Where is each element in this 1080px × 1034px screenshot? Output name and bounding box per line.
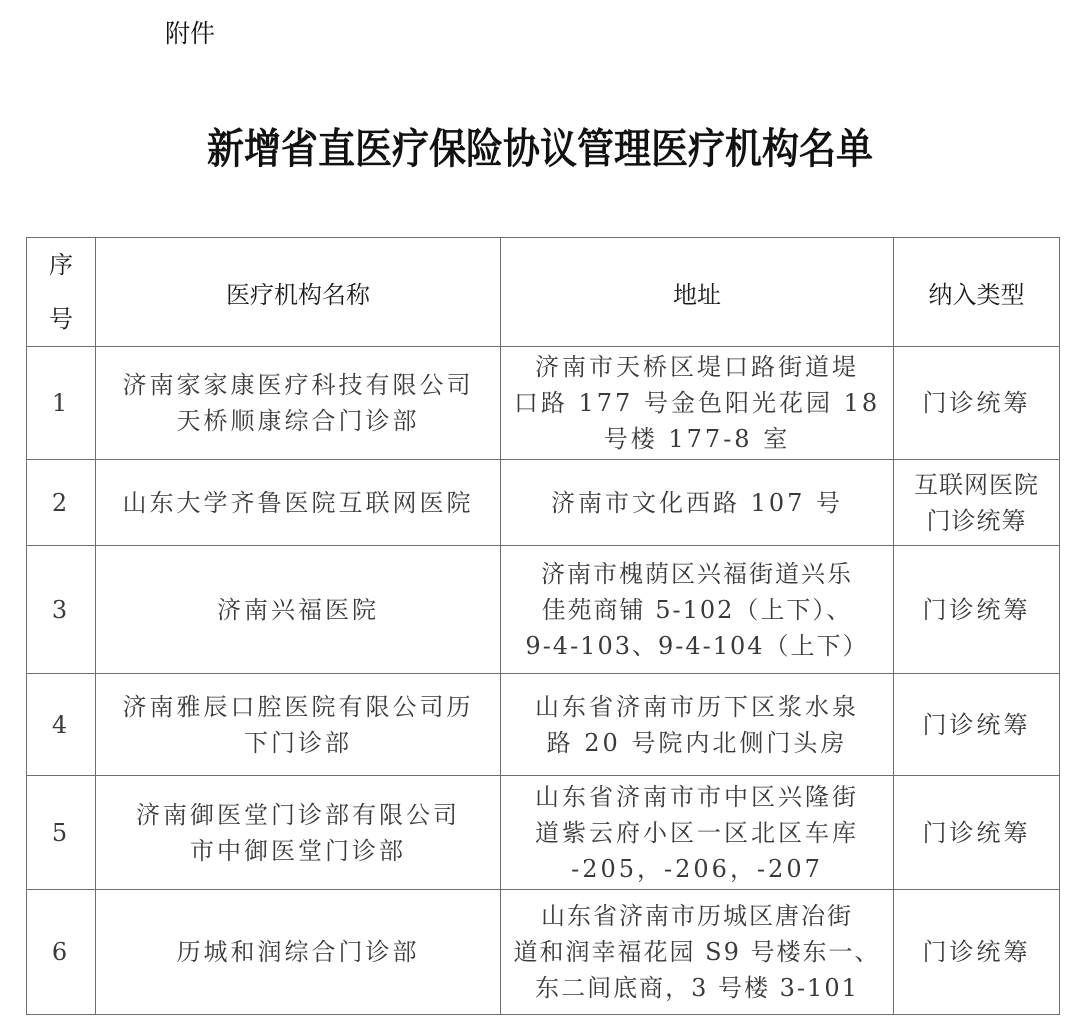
row-name bbox=[96, 890, 501, 1015]
address-line: 佳苑商铺 5-102（上下）、 bbox=[541, 595, 853, 624]
row-address bbox=[501, 776, 894, 890]
row-seq: 6 bbox=[27, 890, 96, 1015]
row-type: 门诊统筹 bbox=[894, 776, 1060, 890]
address-line: 道和润幸福花园 S9 号楼东一、 bbox=[513, 938, 881, 966]
address-line: 山东省济南市市中区兴隆街 bbox=[535, 782, 859, 811]
row-seq: 2 bbox=[27, 460, 96, 546]
header-name: 医疗机构名称 bbox=[96, 238, 501, 347]
attachment-label: 附件 bbox=[165, 19, 216, 48]
row-name bbox=[96, 347, 501, 460]
address-line: 路 20 号院内北侧门头房 bbox=[546, 728, 848, 757]
row-type: 门诊统筹 bbox=[894, 347, 1060, 460]
table-row bbox=[27, 347, 1060, 460]
type-line: 互联网医院 bbox=[914, 470, 1039, 499]
name-line: 市中御医堂门诊部 bbox=[190, 836, 406, 865]
name-line: 济南雅辰口腔医院有限公司历 bbox=[122, 692, 474, 721]
name-line: 历城和润综合门诊部 bbox=[176, 938, 420, 966]
row-seq: 1 bbox=[27, 347, 96, 460]
address-line: 口路 177 号金色阳光花园 18 bbox=[513, 389, 881, 417]
address-line: 山东省济南市历城区唐冶街 bbox=[541, 902, 853, 930]
name-line: 下门诊部 bbox=[244, 728, 352, 757]
address-line: 济南市文化西路 107 号 bbox=[550, 488, 844, 517]
row-seq: 3 bbox=[27, 546, 96, 674]
row-type: 门诊统筹 bbox=[894, 890, 1060, 1015]
row-address bbox=[501, 890, 894, 1015]
table-row bbox=[27, 460, 1060, 546]
institution-table bbox=[26, 237, 1060, 1015]
row-address bbox=[501, 460, 894, 546]
address-line: 号楼 177-8 室 bbox=[603, 425, 791, 453]
header-type: 纳入类型 bbox=[894, 238, 1060, 347]
address-line: 道紫云府小区一区北区车库 bbox=[535, 818, 859, 847]
address-line: -205，-206，-207 bbox=[571, 854, 823, 883]
row-type bbox=[894, 460, 1060, 546]
row-seq: 4 bbox=[27, 674, 96, 776]
row-name bbox=[96, 546, 501, 674]
header-seq-line1: 序 bbox=[49, 251, 73, 279]
table-row bbox=[27, 890, 1060, 1015]
header-address: 地址 bbox=[501, 238, 894, 347]
table-row bbox=[27, 674, 1060, 776]
address-line: 9-4-103、9-4-104（上下） bbox=[525, 631, 869, 660]
row-type: 门诊统筹 bbox=[894, 674, 1060, 776]
row-type: 门诊统筹 bbox=[894, 546, 1060, 674]
name-line: 济南御医堂门诊部有限公司 bbox=[136, 800, 460, 829]
row-name bbox=[96, 460, 501, 546]
row-name bbox=[96, 776, 501, 890]
header-seq bbox=[27, 238, 96, 347]
address-line: 济南市天桥区堤口路街道堤 bbox=[535, 353, 859, 381]
name-line: 济南兴福医院 bbox=[217, 595, 379, 624]
document-title: 新增省直医疗保险协议管理医疗机构名单 bbox=[207, 123, 873, 173]
header-seq-line2: 号 bbox=[49, 305, 73, 333]
table-row bbox=[27, 546, 1060, 674]
name-line: 济南家家康医疗科技有限公司 bbox=[122, 371, 474, 399]
row-address bbox=[501, 674, 894, 776]
table-header-row bbox=[27, 238, 1060, 347]
row-address bbox=[501, 546, 894, 674]
type-line: 门诊统筹 bbox=[926, 506, 1027, 535]
row-seq: 5 bbox=[27, 776, 96, 890]
name-line: 天桥顺康综合门诊部 bbox=[176, 407, 420, 435]
name-line: 山东大学齐鲁医院互联网医院 bbox=[122, 488, 474, 517]
table-row bbox=[27, 776, 1060, 890]
address-line: 济南市槐荫区兴福街道兴乐 bbox=[541, 559, 853, 588]
row-address bbox=[501, 347, 894, 460]
row-name bbox=[96, 674, 501, 776]
address-line: 山东省济南市历下区浆水泉 bbox=[535, 692, 859, 721]
address-line: 东二间底商，3 号楼 3-101 bbox=[535, 974, 859, 1002]
